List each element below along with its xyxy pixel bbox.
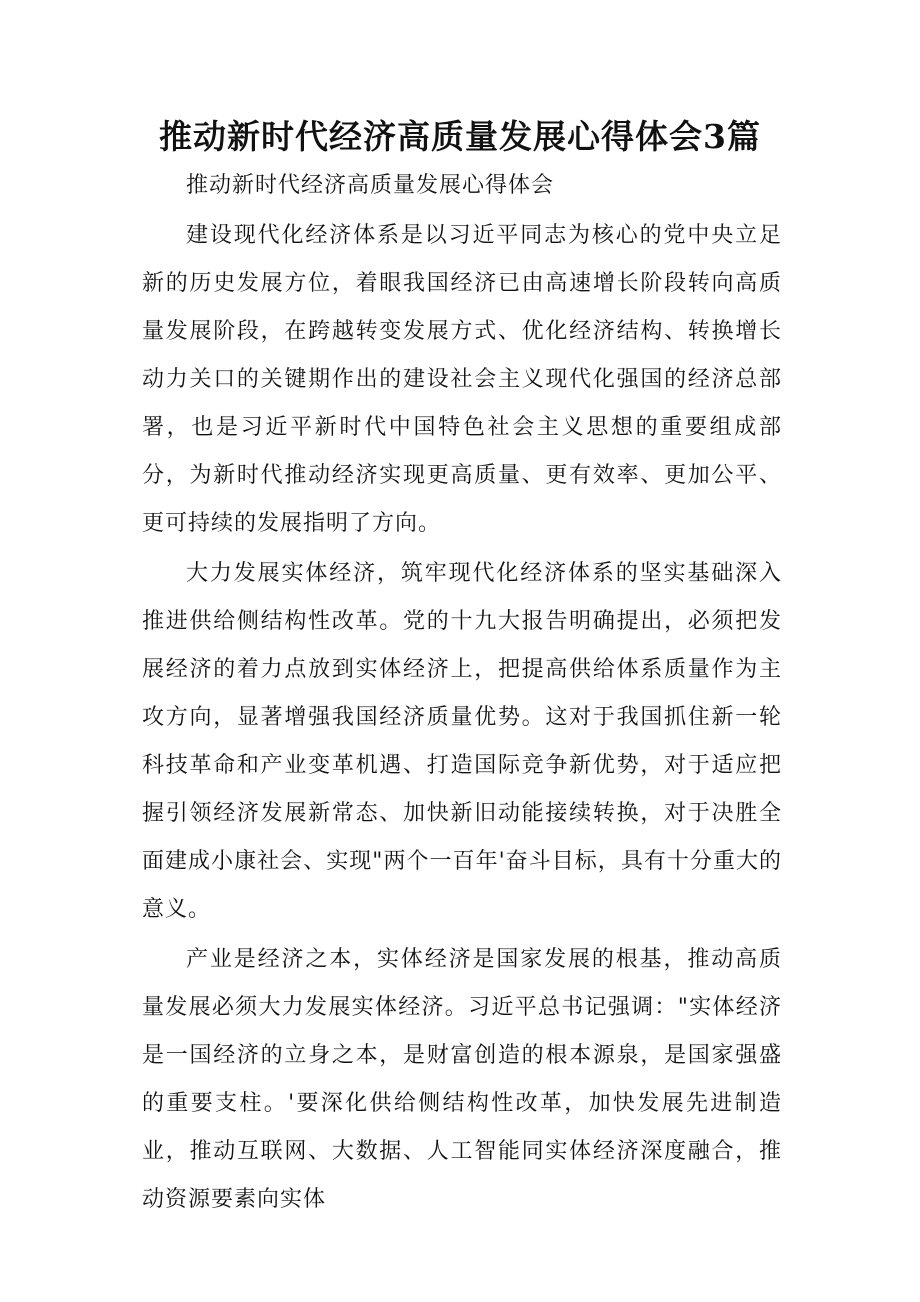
document-subtitle: 推动新时代经济高质量发展心得体会 [186, 173, 555, 198]
paragraph: 大力发展实体经济，筑牢现代化经济体系的坚实基础深入推进供给侧结构性改革。党的十九大报告明确提出，必须把发展经济的着力点放到实体经济上，把提高供给体系质量作为主攻方向，显著增强我国经济质量优势。这对于我国抓住新一轮科技革命和产业变革机遇、打造国际竞争新优势，对于适应把握引领经济发展新常态、加快新旧动能接续转换，对于决胜全面建成小康社会、实现"两个一百年'奋斗目标，具有十分重大的意义。 [142, 561, 782, 922]
document-body [142, 212, 782, 1226]
paragraph: 建设现代化经济体系是以习近平同志为核心的党中央立足新的历史发展方位，着眼我国经济已由高速增长阶段转向高质量发展阶段，在跨越转变发展方式、优化经济结构、转换增长动力关口的关键期作出的建设社会主义现代化强国的经济总部署，也是习近平新时代中国特色社会主义思想的重要组成部分，为新时代推动经济实现更高质量、更有效率、更加公平、更可持续的发展指明了方向。 [142, 223, 782, 536]
paragraph: 产业是经济之本，实体经济是国家发展的根基，推动高质量发展必须大力发展实体经济。习近平总书记强调："实体经济是一国经济的立身之本，是财富创造的根本源泉，是国家强盛的重要支柱。'要深化供给侧结构性改革，加快发展先进制造业，推动互联网、大数据、人工智能同实体经济深度融合，推动资源要素向实体 [142, 947, 782, 1212]
document-title: 推动新时代经济高质量发展心得体会3篇 [159, 117, 761, 156]
